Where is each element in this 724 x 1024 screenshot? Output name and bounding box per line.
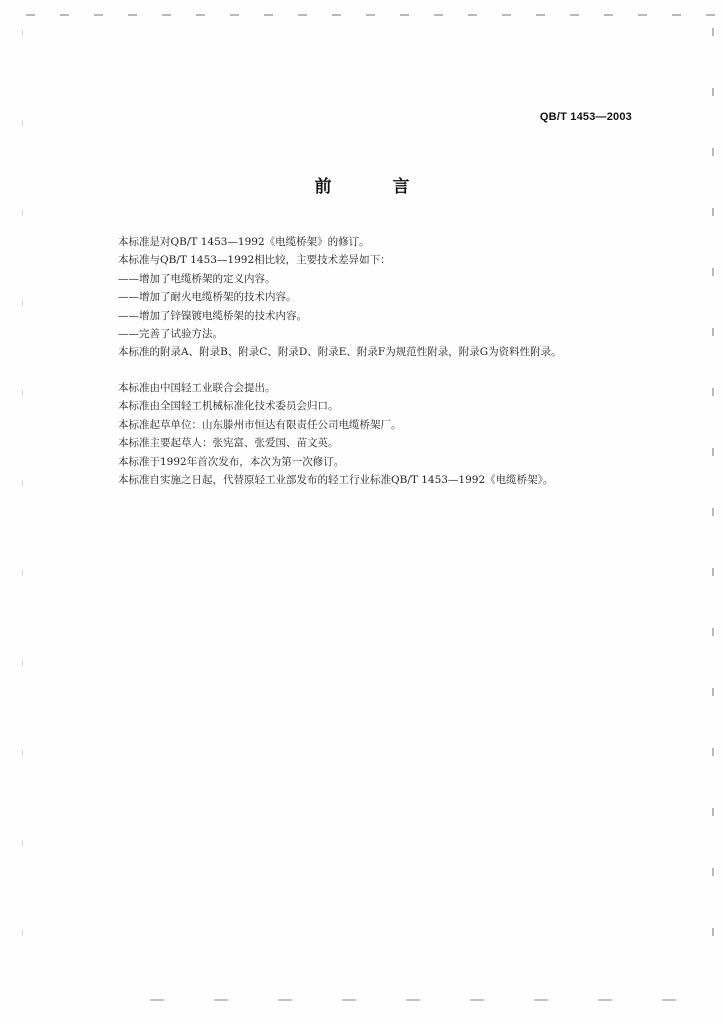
paragraph-line: 本标准起草单位：山东滕州市恒达有限责任公司电缆桥架厂。 — [118, 418, 402, 431]
scan-edge-right — [712, 28, 714, 958]
paragraph-line: 本标准与QB/T 1453—1992相比较，主要技术差异如下： — [118, 254, 391, 267]
paragraph-line: 本标准由全国轻工机械标准化技术委员会归口。 — [118, 400, 339, 413]
scan-edge-bottom — [150, 999, 690, 1001]
paragraph-line: ——增加了锌镍镀电缆桥架的技术内容。 — [118, 309, 307, 322]
drafting-info — [118, 379, 678, 489]
paragraph-line: ——增加了耐火电缆桥架的技术内容。 — [118, 291, 297, 304]
page-title: 前 言 — [314, 177, 432, 197]
paragraph-line: 本标准由中国轻工业联合会提出。 — [118, 382, 276, 394]
paragraph-line: ——完善了试验方法。 — [118, 328, 223, 341]
paragraph-line: 本标准主要起草人：张宪富、张爱国、苗文英。 — [118, 437, 339, 450]
paragraph-line: ——增加了电缆桥架的定义内容。 — [118, 272, 276, 285]
standard-code: QB/T 1453—2003 — [539, 111, 632, 123]
paragraph-line: 本标准于1992年首次发布，本次为第一次修订。 — [118, 455, 345, 468]
paragraph-line: 本标准自实施之日起，代替原轻工业部发布的轻工行业标准QB/T 1453—1992《电缆桥架》。 — [118, 474, 554, 487]
revision-notes — [118, 233, 678, 362]
paragraph-line: 本标准是对QB/T 1453—1992《电缆桥架》的修订。 — [118, 236, 370, 248]
scan-edge-top — [26, 14, 716, 16]
paragraph-line: 本标准的附录A、附录B、附录C、附录D、附录E、附录F为规范性附录，附录G为资料性附录。 — [118, 346, 562, 359]
